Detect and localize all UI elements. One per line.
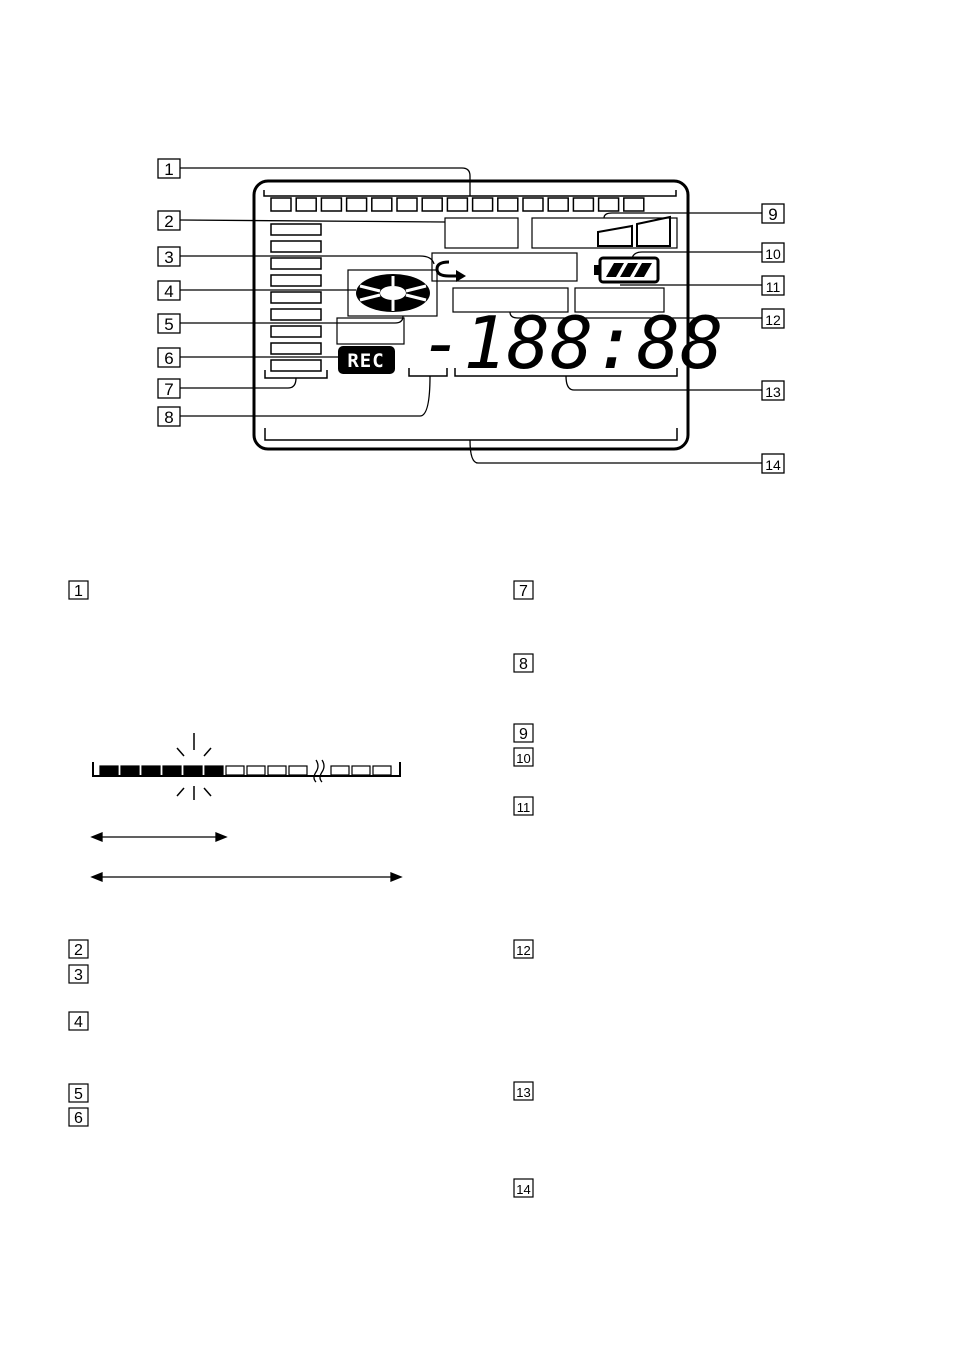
callout-5 <box>158 314 180 334</box>
callout-8 <box>158 407 180 427</box>
legend-marker-1 <box>69 581 88 600</box>
track-segment <box>347 198 367 211</box>
callout-6-label: 6 <box>164 349 174 368</box>
legend-marker-13 <box>514 1082 533 1100</box>
leader-2 <box>180 220 445 222</box>
callout-1 <box>158 159 180 179</box>
callout-12 <box>762 309 784 328</box>
level-bar <box>271 275 321 286</box>
callout-13 <box>762 381 784 400</box>
progress-segment <box>142 766 160 775</box>
progress-segment <box>331 766 349 775</box>
legend-marker-4 <box>69 1012 88 1031</box>
sound-level-icon-small <box>598 226 632 246</box>
callout-2-label: 2 <box>164 212 174 231</box>
legend-marker-8 <box>514 654 533 673</box>
callout-5-label: 5 <box>164 315 174 334</box>
callout-14 <box>762 454 784 473</box>
legend-left-markers <box>69 581 88 1127</box>
progress-segment <box>205 766 223 775</box>
legend-right-markers <box>514 581 533 1197</box>
level-bar <box>271 224 321 235</box>
legend-marker-6 <box>69 1108 88 1127</box>
level-meter-bars <box>271 224 321 371</box>
leader-14 <box>470 440 762 463</box>
callout-9 <box>762 204 784 224</box>
leader-3 <box>180 256 434 264</box>
legend-marker-7 <box>514 581 533 600</box>
level-bar <box>271 241 321 252</box>
track-segment <box>321 198 341 211</box>
sound-level-icon-large <box>637 217 670 246</box>
legend-marker-11 <box>514 797 533 815</box>
track-segment <box>447 198 467 211</box>
legend-marker-5 <box>69 1084 88 1103</box>
text-area-bracket <box>265 428 677 440</box>
callout-11-label: 11 <box>765 279 781 295</box>
legend-marker-label: 1 <box>74 583 83 600</box>
legend-marker-label: 13 <box>516 1085 531 1100</box>
legend-marker-14 <box>514 1179 533 1197</box>
callout-1-label: 1 <box>164 160 174 179</box>
progress-segment <box>163 766 181 775</box>
callout-2 <box>158 211 180 231</box>
track-segment <box>599 198 619 211</box>
progress-segment <box>226 766 244 775</box>
legend-marker-label: 11 <box>516 800 531 815</box>
progress-segment <box>184 766 202 775</box>
break-mark-icon <box>314 760 324 782</box>
legend-marker-label: 8 <box>519 656 528 673</box>
legend-marker-label: 10 <box>516 751 531 766</box>
area-5-frame <box>337 318 404 344</box>
leader-8 <box>180 376 430 416</box>
level-bar <box>271 326 321 337</box>
callout-4-label: 4 <box>164 282 174 301</box>
time-readout: -188:88 <box>420 301 724 385</box>
legend-marker-label: 14 <box>516 1182 531 1197</box>
leader-9 <box>604 213 762 218</box>
track-segment <box>296 198 316 211</box>
area-2-frame <box>445 218 518 248</box>
progress-segment <box>373 766 391 775</box>
range-arrows <box>92 833 401 881</box>
track-segment <box>473 198 493 211</box>
legend-marker-12 <box>514 940 533 958</box>
progress-segments <box>100 766 391 775</box>
callout-9-label: 9 <box>768 205 778 224</box>
callout-12-label: 12 <box>765 312 781 328</box>
track-segment <box>397 198 417 211</box>
level-bar <box>271 360 321 371</box>
legend-marker-label: 12 <box>516 943 531 958</box>
track-segment <box>271 198 291 211</box>
callout-11 <box>762 276 784 295</box>
callout-6 <box>158 348 180 368</box>
progress-segment <box>121 766 139 775</box>
level-bar <box>271 258 321 269</box>
track-segment <box>573 198 593 211</box>
track-segment <box>372 198 392 211</box>
progress-segment <box>268 766 286 775</box>
callout-7 <box>158 379 180 399</box>
legend-marker-label: 2 <box>74 942 83 959</box>
track-segment <box>523 198 543 211</box>
leader-7 <box>180 378 296 388</box>
legend-marker-label: 5 <box>74 1086 83 1103</box>
callout-7-label: 7 <box>164 380 174 399</box>
legend-marker-label: 7 <box>519 583 528 600</box>
level-bar <box>271 292 321 303</box>
battery-tip-icon <box>594 265 600 275</box>
callout-10-label: 10 <box>765 246 781 262</box>
repeat-icon <box>437 262 458 276</box>
progress-segment <box>289 766 307 775</box>
track-segment <box>422 198 442 211</box>
callout-3-label: 3 <box>164 248 174 267</box>
progress-segment <box>247 766 265 775</box>
legend-marker-label: 6 <box>74 1110 83 1127</box>
level-bar <box>271 309 321 320</box>
callout-14-label: 14 <box>765 457 781 473</box>
track-segment <box>624 198 644 211</box>
legend-marker-10 <box>514 748 533 766</box>
progress-segment <box>352 766 370 775</box>
callout-3 <box>158 247 180 267</box>
callout-13-label: 13 <box>765 384 781 400</box>
legend-marker-label: 4 <box>74 1014 83 1031</box>
legend-marker-label: 3 <box>74 967 83 984</box>
repeat-arrowhead-icon <box>456 270 466 282</box>
callout-10 <box>762 243 784 262</box>
track-number-segments <box>271 198 644 211</box>
rec-label: REC <box>347 350 385 372</box>
track-segment <box>548 198 568 211</box>
legend-marker-2 <box>69 940 88 959</box>
disc-hub-icon <box>380 286 406 300</box>
level-bar <box>271 343 321 354</box>
area-9-frame <box>532 218 677 248</box>
legend-marker-3 <box>69 965 88 984</box>
progress-segment <box>100 766 118 775</box>
track-segment <box>498 198 518 211</box>
legend-marker-9 <box>514 724 533 743</box>
callout-4 <box>158 281 180 301</box>
legend-marker-label: 9 <box>519 726 528 743</box>
callout-8-label: 8 <box>164 408 174 427</box>
